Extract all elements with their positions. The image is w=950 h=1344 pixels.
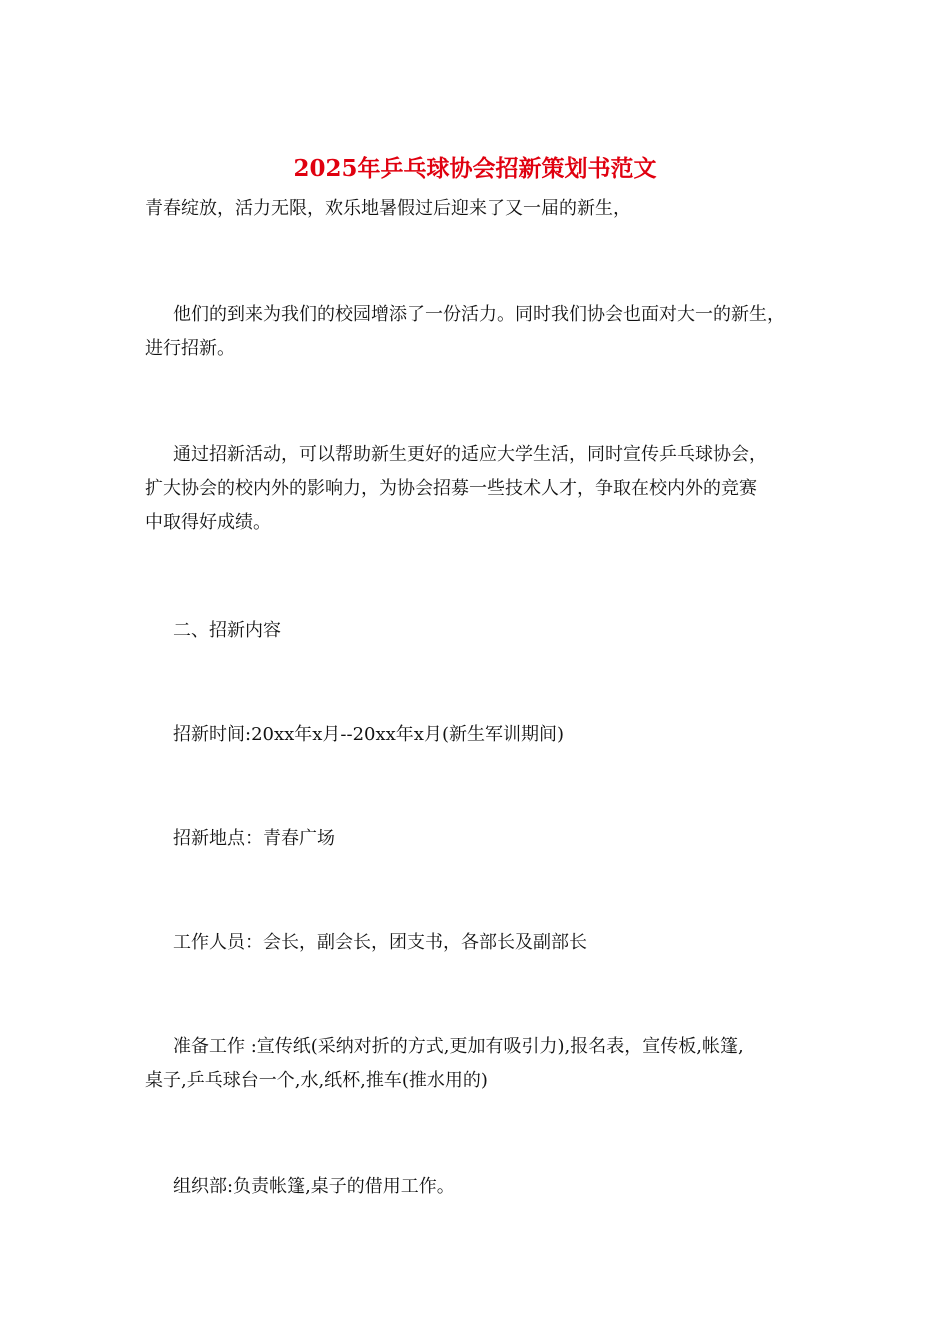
paragraph-line: 二、招新内容 — [173, 620, 281, 641]
paragraph-intro — [145, 192, 835, 226]
paragraph-line: 扩大协会的校内外的影响力，为协会招募一些技术人才，争取在校内外的竞赛 — [145, 478, 757, 499]
paragraph-line: 通过招新活动，可以帮助新生更好的适应大学生活，同时宣传乒乓球协会， — [173, 444, 767, 465]
paragraph-line: 他们的到来为我们的校园增添了一份活力。同时我们协会也面对大一的新生， — [173, 304, 785, 325]
paragraph-line: 青春绽放，活力无限，欢乐地暑假过后迎来了又一届的新生， — [145, 198, 631, 219]
paragraph-recruitment-location — [145, 822, 835, 856]
paragraph-line: 桌子,乒乓球台一个,水,纸杯,推车(推水用的) — [145, 1070, 488, 1091]
paragraph-recruitment-time — [145, 718, 835, 752]
paragraph-line: 招新时间:20xx年x月--20xx年x月(新生军训期间) — [173, 724, 564, 745]
document-title: 2025年乒乓球协会招新策划书范文 — [293, 155, 657, 182]
section-heading-recruitment-content — [145, 614, 835, 648]
paragraph-preparation — [145, 1030, 835, 1098]
paragraph-purpose — [145, 438, 835, 540]
paragraph-staff — [145, 926, 835, 960]
paragraph-line: 准备工作 :宣传纸(采纳对折的方式,更加有吸引力),报名表，宣传板,帐篷, — [173, 1036, 744, 1057]
paragraph-line: 中取得好成绩。 — [145, 512, 271, 533]
paragraph-line: 工作人员：会长，副会长，团支书，各部长及副部长 — [173, 932, 587, 953]
paragraph-line: 进行招新。 — [145, 338, 235, 359]
paragraph-line: 招新地点：青春广场 — [173, 828, 335, 849]
paragraph-arrival — [145, 298, 835, 366]
paragraph-organization-dept — [145, 1170, 835, 1204]
paragraph-line: 组织部:负责帐篷,桌子的借用工作。 — [173, 1176, 455, 1197]
